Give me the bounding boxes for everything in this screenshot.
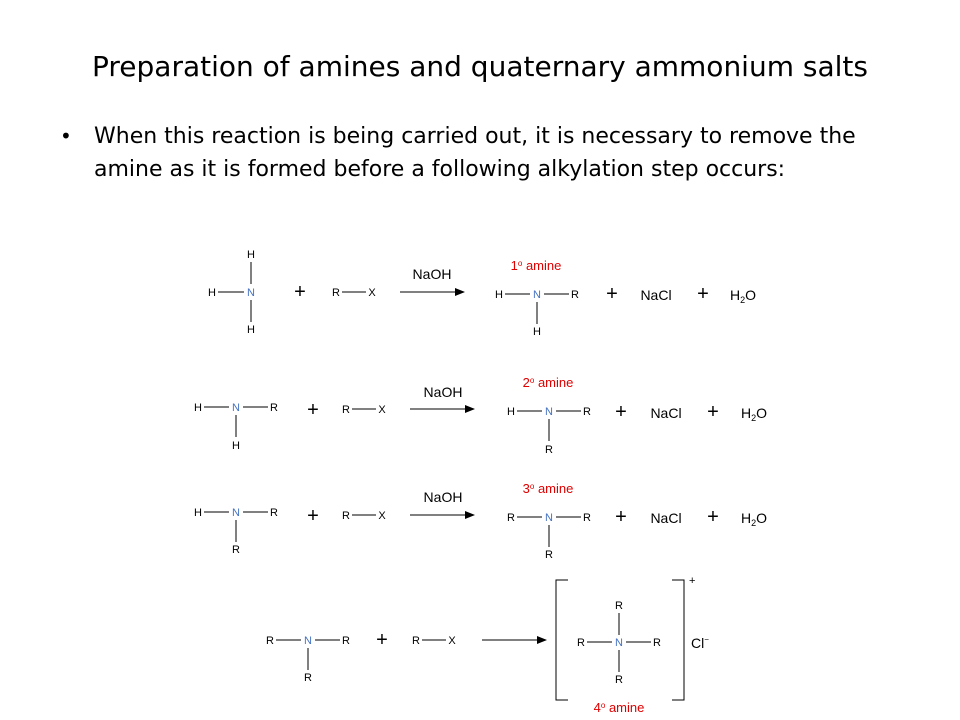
primary-amine-reactant	[194, 402, 278, 452]
atom-r: R	[342, 404, 350, 416]
atom-n: N	[232, 402, 240, 414]
bracket-right	[672, 580, 684, 700]
atom-r: R	[270, 402, 278, 414]
atom-r: R	[577, 637, 585, 649]
atom-h: H	[247, 324, 255, 336]
atom-x: X	[448, 635, 456, 647]
atom-h: H	[247, 249, 255, 261]
tertiary-amine	[507, 512, 591, 561]
atom-r: R	[270, 507, 278, 519]
salt-byproduct: NaCl	[640, 287, 672, 303]
product-label-quaternary: 4$^o$ amine	[593, 700, 645, 715]
plus-sign: +	[707, 506, 719, 528]
atom-r: R	[332, 287, 340, 299]
atom-r: R	[342, 635, 350, 647]
plus-sign: +	[307, 399, 319, 421]
plus-sign: +	[707, 401, 719, 423]
atom-r: R	[615, 600, 623, 612]
atom-n: N	[545, 406, 553, 418]
salt-byproduct: NaCl	[650, 510, 682, 526]
bullet-dot-icon: •	[60, 124, 72, 148]
atom-r: R	[412, 635, 420, 647]
reaction-row-2	[194, 375, 767, 456]
reagent-label: NaOH	[423, 489, 463, 505]
tertiary-amine-reactant	[266, 635, 350, 684]
atom-r: R	[545, 549, 553, 561]
atom-r: R	[304, 672, 312, 684]
secondary-amine-reactant	[194, 507, 278, 556]
product-label-primary: 1$^o$ amine	[510, 258, 562, 273]
atom-h: H	[232, 440, 240, 452]
reaction-row-4	[266, 575, 709, 715]
water-byproduct: $H_2O$	[741, 510, 768, 528]
alkyl-halide	[342, 404, 386, 416]
atom-r: R	[507, 512, 515, 524]
atom-n: N	[615, 637, 623, 649]
reagent-label: NaOH	[423, 384, 463, 400]
atom-n: N	[545, 512, 553, 524]
atom-x: X	[378, 510, 386, 522]
plus-sign: +	[376, 629, 388, 651]
reagent-label: NaOH	[412, 266, 452, 282]
water-byproduct: $H_2O$	[730, 287, 757, 305]
atom-r: R	[266, 635, 274, 647]
alkyl-halide	[332, 287, 376, 299]
atom-r: R	[571, 289, 579, 301]
quaternary-ammonium-salt	[556, 575, 709, 715]
plus-sign: +	[615, 506, 627, 528]
product-label-tertiary: 3$^o$ amine	[522, 481, 574, 496]
atom-n: N	[304, 635, 312, 647]
atom-r: R	[583, 512, 591, 524]
atom-x: X	[378, 404, 386, 416]
atom-n: N	[533, 289, 541, 301]
atom-r: R	[232, 544, 240, 556]
atom-r: R	[653, 637, 661, 649]
atom-x: X	[368, 287, 376, 299]
water-byproduct: $H_2O$	[741, 405, 768, 423]
atom-r: R	[583, 406, 591, 418]
atom-h: H	[507, 406, 515, 418]
alkyl-halide	[412, 635, 456, 647]
atom-h: H	[194, 507, 202, 519]
atom-h: H	[194, 402, 202, 414]
secondary-amine	[507, 406, 591, 456]
slide-title: Preparation of amines and quaternary ammonium salts	[92, 50, 868, 83]
atom-n: N	[247, 287, 255, 299]
plus-sign: +	[615, 401, 627, 423]
atom-r: R	[342, 510, 350, 522]
bracket-left	[556, 580, 568, 700]
chloride-counterion: Cl−	[691, 635, 709, 651]
reaction-row-3	[194, 481, 767, 561]
alkyl-halide	[342, 510, 386, 522]
reaction-row-1	[208, 249, 756, 338]
atom-n: N	[232, 507, 240, 519]
ammonia-molecule	[208, 249, 255, 336]
atom-h: H	[495, 289, 503, 301]
atom-r: R	[545, 444, 553, 456]
plus-sign: +	[307, 505, 319, 527]
plus-sign: +	[606, 283, 618, 305]
bullet-text: When this reaction is being carried out, it is necessary to remove the amine as it is formed before a following alkylation step occurs:	[94, 124, 856, 182]
atom-h: H	[533, 326, 541, 338]
atom-h: H	[208, 287, 216, 299]
salt-byproduct: NaCl	[650, 405, 682, 421]
atom-r: R	[615, 674, 623, 686]
plus-sign: +	[697, 283, 709, 305]
cation-charge: +	[689, 575, 696, 587]
product-label-secondary: 2$^o$ amine	[522, 375, 574, 390]
plus-sign: +	[294, 281, 306, 303]
primary-amine	[495, 289, 579, 338]
